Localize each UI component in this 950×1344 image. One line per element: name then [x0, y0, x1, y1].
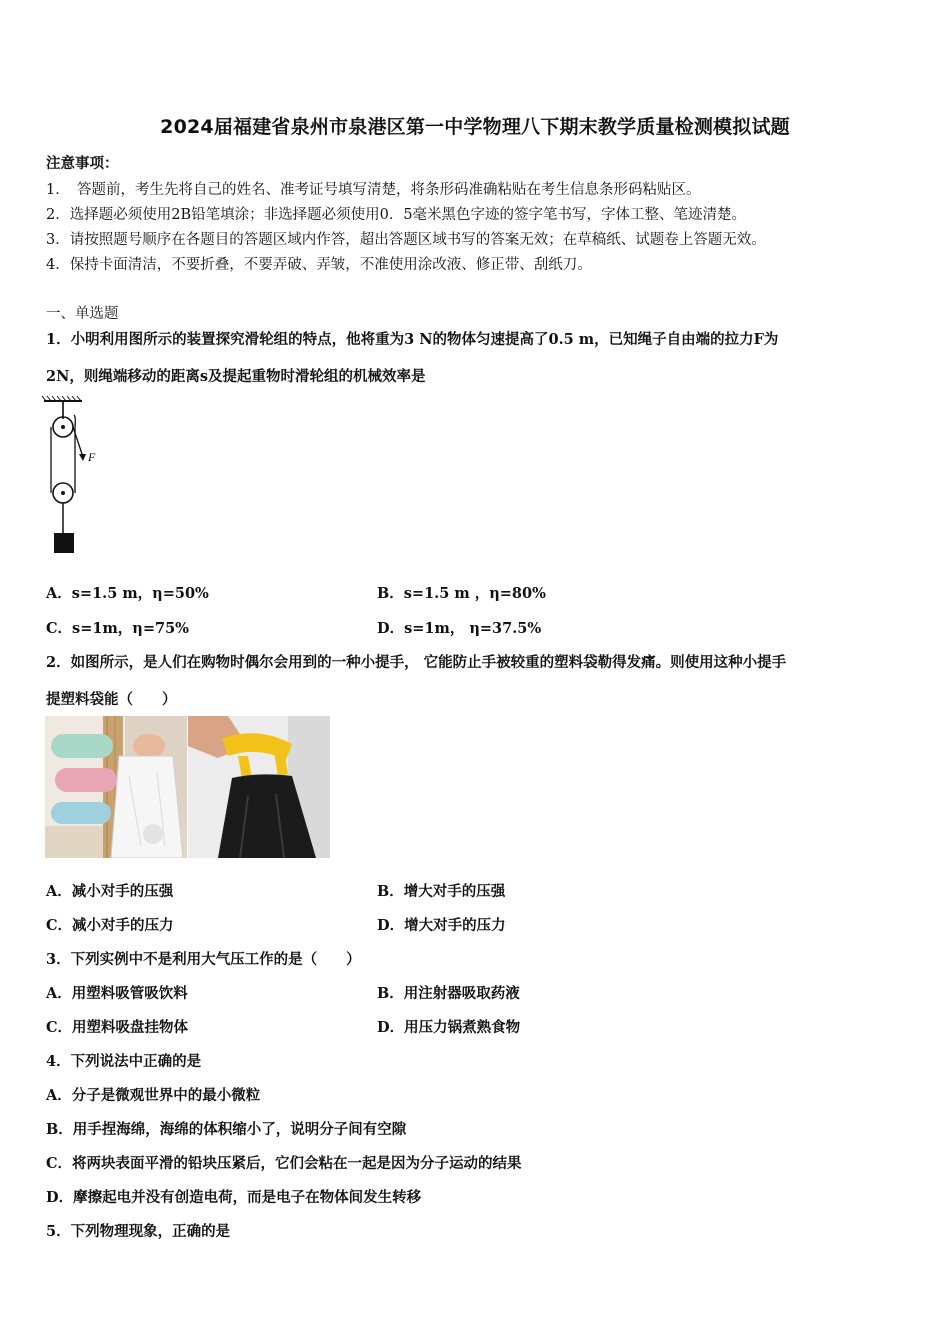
q2-text-line1: 2．如图所示，是人们在购物时偶尔会用到的一种小提手， 它能防止手被较重的塑料袋勒得发痛。则使用这种小提手 — [46, 654, 787, 671]
q3-option-d: D．用压力锅煮熟食物 — [377, 1019, 521, 1036]
q4-text: 4．下列说法中正确的是 — [46, 1053, 202, 1070]
q2-option-a: A．减小对手的压强 — [46, 883, 174, 900]
q3-option-a: A．用塑料吸管吸饮料 — [46, 985, 188, 1002]
q4-option-a: A．分子是微观世界中的最小微粒 — [46, 1087, 261, 1104]
q4-option-c: C．将两块表面平滑的铅块压紧后，它们会粘在一起是因为分子运动的结果 — [46, 1155, 522, 1172]
q2-option-b: B．增大对手的压强 — [377, 883, 506, 900]
q2-text-line2: 提塑料袋能（ ） — [46, 691, 177, 708]
notice-item-2: 2．选择题必须使用2B铅笔填涂；非选择题必须使用0．5毫米黑色字迹的签字笔书写，字体工整、笔迹清楚。 — [46, 207, 747, 223]
q5-text: 5．下列物理现象，正确的是 — [46, 1223, 231, 1240]
q2-option-c: C．减小对手的压力 — [46, 917, 174, 934]
pulley-system-figure — [38, 393, 118, 555]
q1-option-a: A．s=1.5 m，η=50% — [46, 585, 209, 602]
q4-option-b: B．用手捏海绵，海绵的体积缩小了，说明分子间有空隙 — [46, 1121, 407, 1138]
notice-item-4: 4．保持卡面清洁，不要折叠，不要弄破、弄皱，不准使用涂改液、修正带、刮纸刀。 — [46, 257, 592, 273]
notice-item-3: 3．请按照题号顺序在各题目的答题区域内作答，超出答题区域书写的答案无效；在草稿纸、试题卷上答题无效。 — [46, 232, 766, 248]
notice-heading: 注意事项： — [46, 155, 119, 172]
q1-option-d: D．s=1m， η=37.5% — [377, 620, 542, 637]
bag-holder-photo-colored — [45, 716, 187, 858]
q1-text-line2: 2N，则绳端移动的距离s及提起重物时滑轮组的机械效率是 — [46, 368, 426, 385]
q4-option-d: D．摩擦起电并没有创造电荷，而是电子在物体间发生转移 — [46, 1189, 422, 1206]
force-label: F — [88, 450, 96, 464]
q2-option-d: D．增大对手的压力 — [377, 917, 506, 934]
q1-option-c: C．s=1m，η=75% — [46, 620, 189, 637]
bag-holder-photo-yellow — [188, 716, 330, 858]
q3-text: 3．下列实例中不是利用大气压工作的是（ ） — [46, 951, 361, 968]
q3-option-c: C．用塑料吸盘挂物体 — [46, 1019, 189, 1036]
document-title: 2024届福建省泉州市泉港区第一中学物理八下期末教学质量检测模拟试题 — [160, 116, 790, 138]
notice-item-1: 1． 答题前，考生先将自己的姓名、准考证号填写清楚，将条形码准确粘贴在考生信息条形码粘贴区。 — [46, 182, 701, 198]
q3-option-b: B．用注射器吸取药液 — [377, 985, 520, 1002]
section-heading: 一、单选题 — [46, 306, 119, 322]
q1-option-b: B．s=1.5 m ，η=80% — [377, 585, 546, 602]
q1-text-line1: 1．小明利用图所示的装置探究滑轮组的特点，他将重为3 N的物体匀速提高了0.5 m，已知绳子自由端的拉力F为 — [46, 331, 779, 348]
